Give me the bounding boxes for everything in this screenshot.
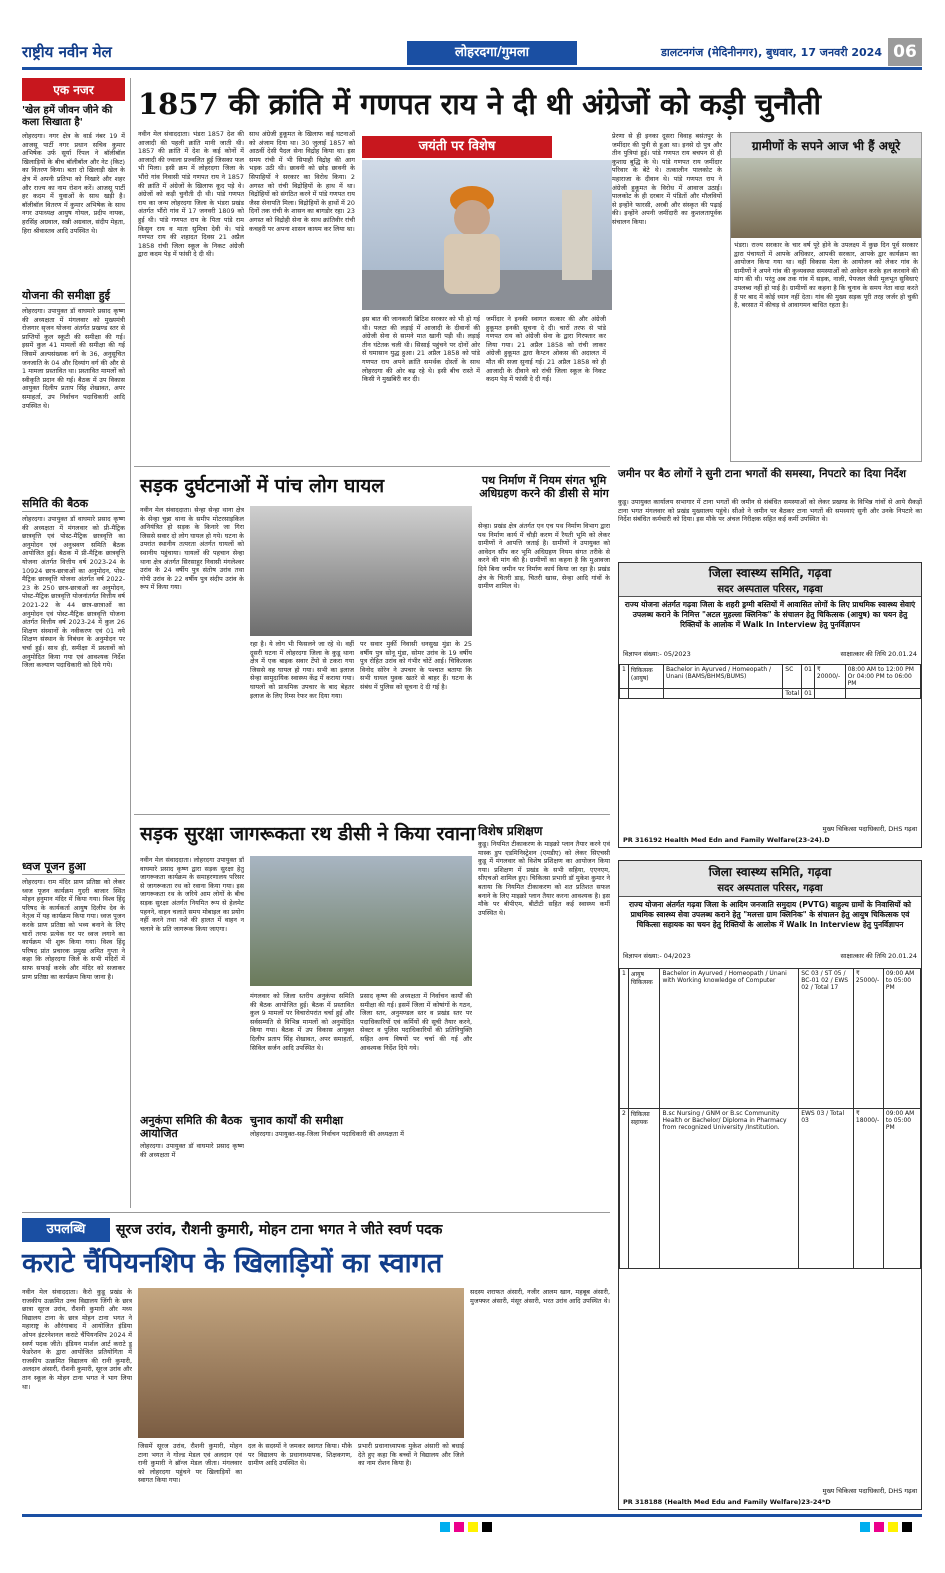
cell: 1 <box>620 665 629 689</box>
brief-body: लोहरदगा। राम मंदिर प्राण प्रतिष्ठा को लेकर ध्वज पूजन कार्यक्रम गुदरी बाजार स्थित मोहन हनुमान मंदिर में किया गया। विश्व हिंदू परिषद के कार्यकर्ता आयुष दिलीप देव के नेतृत्व में यह कार्यक्रम किया गया। ध्वज पूजन करके प्राण प्रतिष्ठा को भव्य बनाने के लिए चारों तरफ प्रत्येक घर पर ध्वज लगाने का कार्यक्रम भी शुरू किया गया। विश्व हिंदू परिषद प्रांत प्रचारक प्रमुख अमित गुप्ता ने कहा कि लोहरदगा जिले के सभी मंदिरों में साफ सफाई करके और मंदिर को सजाकर प्राण प्रतिष्ठा का कार्यक्रम किया जाना है। <box>22 878 125 981</box>
village-photo <box>731 158 921 238</box>
ad-number: विज्ञापन संख्या:- 05/2023 <box>623 650 691 658</box>
masthead <box>22 38 922 70</box>
column-divider <box>130 78 131 1208</box>
cell: ₹ 25000/- <box>853 969 883 1109</box>
cell: ₹ 20000/- <box>814 665 845 689</box>
cell: SC 03 / ST 05 / BC-01 02 / EWS 02 / Total 17 <box>799 969 854 1109</box>
ad-date: साक्षात्कार की तिथि 20.01.24 <box>840 952 917 960</box>
ad-number: विज्ञापन संख्या:- 04/2023 <box>623 952 691 960</box>
cell <box>664 689 783 699</box>
safety-column-3: प्रसाद कृष्ण की अध्यक्षता में निर्वाचन कार्यों की समीक्षा की गई। इसमें जिला में कोषांगों के गठन, जिला स्तर, अनुमण्डल स्तर व प्रखंड स्तर पर पदाधिकारियों एवं कर्मियों की सूची तैयार करने, सेक्टर व पुलिस पदाधिकारियों की प्रतिनियुक्ति सहित अन्य विषयों पर चर्चा की गई और आवश्यक निर्देश दिये गये। <box>360 992 472 1052</box>
ad-sign: मुख्य चिकित्सा पदाधिकारी, DHS गढ़वा <box>822 1487 917 1495</box>
print-color-strip <box>440 1522 492 1532</box>
brief-headline: 'खेल हमें जीवन जीने की कला सिखाता है' <box>22 105 113 128</box>
statue-photo <box>362 160 612 310</box>
ad-title: राज्य योजना अंतर्गत गढ़वा जिला के शहरी ड्रग्मी बस्तियों में आवासित लोगों के लिए प्राथमिक स्वास्थ्य सेवाएं उपलब्ध कराने के निमित्त "अटल मुहल्ला क्लिनिक" के संचालन हेतु चिकित्सक (आयुष) का चयन हेतु रिक्तियों के आलोक में Walk In Interview हेतु पुनर्विज्ञापन <box>624 600 916 629</box>
brief-body: लोहरदगा। नगर क्षेत्र के वार्ड नंबर 19 में आजसू पार्टी नगर प्रधान सचिव कुमार अभिषेक उर्फ सूर्या रिंपल ने बॉलीबॉल खिलाड़ियों के बीच बॉलीबॉल और नेट (किट) का वितरण किया। बता दो खिलाड़ी खेल के क्षेत्र में अपनी प्रतिभा को निखारे और शहर और राज्य का नाम रोशन करें। आजसू पार्टी हर कदम में युवाओं के साथ खड़ी है। बॉलीबॉल वितरण में कुमार अभिषेक के साथ नगर उपाध्यक्ष आयुष गोयल, प्रदीप नायक, हरसिंह अग्रवाल, सन्नी अग्रवाल, संदीप मेहता, हिरा श्रीवास्तव आदि उपस्थित थे। <box>22 132 125 235</box>
horizontal-divider <box>134 814 610 815</box>
ad-footer: PR 318188 (Health Med Edu and Family Welfare)23-24*D <box>623 1498 831 1506</box>
cell <box>814 689 845 699</box>
statue-image <box>362 160 612 310</box>
print-color-strip <box>860 1522 912 1532</box>
ad-row <box>620 689 921 699</box>
ad-title: राज्य योजना अंतर्गत गढ़वा जिला के आदिम जनजाति समुदाय (PVTG) बाहुल्य ग्रामों के निवासियों को प्राथमिक स्वास्थ्य सेवा उपलब्ध कराने हेतु "मलत्ता ग्राम क्लिनिक" के संचालन हेतु आयुष चिकित्सक एवं चिकित्सा सहायक का चयन हेतु रिक्तियों के आलोक में Walk In Interview हेतु पुनर्विज्ञापन <box>629 900 911 929</box>
ek-nazar-column <box>22 78 125 1208</box>
cell: EWS 03 / Total 03 <box>799 1109 854 1269</box>
brief-headline: योजना की समीक्षा हुई <box>22 288 125 304</box>
cell: Bachelor in Ayurved / Homeopath / Unani with Working knowledge of Computer <box>660 969 799 1109</box>
brief-headline: ध्वज पूजन हुआ <box>22 859 125 875</box>
section-title: लोहरदगा/गुमला <box>407 41 577 65</box>
ad-row <box>620 1109 921 1269</box>
newspaper-logo: राष्ट्रीय नवीन मेल <box>22 43 112 61</box>
dateline: डालटनगंज (मेदिनीनगर), बुधवार, 17 जनवरी 2024 <box>661 46 882 59</box>
karate-column-5: सदस्य शराफत अंसारी, नजीर आलम खान, महबूब अंसारी, मुजफ्फर अंसारी, मंसूर अंसारी, भरत उरांव आदि उपस्थित थे। <box>470 1288 610 1305</box>
training-headline: विशेष प्रशिक्षण <box>478 824 543 838</box>
chunav-headline: चुनाव कार्यों की समीक्षा <box>250 1114 343 1127</box>
karate-kicker-row <box>22 1218 610 1244</box>
karate-headline: कराटे चैंपियनशिप के खिलाड़ियों का स्वागत <box>22 1248 443 1279</box>
brief-body: लोहरदगा। उपायुक्त डॉ वाघमारे प्रसाद कृष्ण की अध्यक्षता में मंगलवार को प्री-मैट्रिक छात्रवृत्ति एवं पोस्ट-मैट्रिक छात्रवृत्ति का अनुमोदन एवं अनुश्रवण समिति बैठक आयोजित हुई। बैठक में प्री-मैट्रिक छात्रवृत्ति योजना अंतर्गत वित्तीय वर्ष 2023-24 के 10924 छात्र-छात्राओं का अनुमोदन, पोस्ट मैट्रिक छात्रवृत्ति योजना अंतर्गत वर्ष 2022-23 के 250 छात्र-छात्राओं का अनुमोदन, पोस्ट-मैट्रिक छात्रवृत्ति योजनांतर्गत वित्तीय वर्ष 2021-22 के 44 छात्र-छात्राओं का अनुमोदन एवं पोस्ट-मैट्रिक छात्रवृत्ति योजना अंतर्गत वित्तीय वर्ष 2023-24 में कुल 26 शिक्षण संस्थानों के नवीकरण एवं 01 नये शिक्षण संस्थान के निबंधन के अनुमोदन पर चर्चा हुई। साथ ही, समीक्षा में प्रस्तावों को अनुमोदित किया गया एवं आवश्यक निर्देश जिला कल्याण पदाधिकारी को दिये गये। <box>22 515 125 670</box>
ad-row <box>620 969 921 1109</box>
karate-kicker: सूरज उरांव, रौशनी कुमारी, मोहन टाना भगत ने जीते स्वर्ण पदक <box>116 1222 443 1238</box>
karate-players-photo <box>138 1288 464 1438</box>
brief-body: लोहरदगा। उपायुक्त डॉ वाघमारे प्रसाद कृष्ण की अध्यक्षता में मंगलवार को मुख्यमंत्री रोजगार सृजन योजना अंतर्गत प्रखण्ड स्तर से प्राप्तियों कुल स्कूटी की समीक्षा की गई। इसमें कुल 41 मामलों की समीक्षा की गई जिसमें अल्पसंख्यक वर्ग के 36, अनुसूचित जनजाति के 04 और दिव्यांग वर्ग की और से 1 मामला प्रस्तावित था। प्रस्तावित मामलों को स्वीकृति प्रदान की गई। बैठक में उप विकास आयुक्त दिलीप प्रताप सिंह शेखावत, अपर समाहर्ता, उप निर्वाचन पदाधिकारी आदि उपस्थित थे। <box>22 307 125 410</box>
safety-headline: सड़क सुरक्षा जागरूकता रथ डीसी ने किया रवाना <box>140 823 476 845</box>
cell: 01 <box>802 689 815 699</box>
village-headline: ग्रामीणों के सपने आज भी हैं अधूरे <box>731 133 921 158</box>
ad-atal-mohalla-clinic <box>618 562 922 848</box>
safety-column-1: नवीन मेल संवाददाता। लोहरदगा उपायुक्त डॉ वाघमारे प्रसाद कृष्ण द्वारा सड़क सुरक्षा हेतु जागरूकता कार्यक्रम के समाहरणालय परिसर से जागरूकता रथ को रवाना किया गया। इस जागरूकता रथ के जरिये आम लोगों के बीच सड़क सुरक्षा अंतर्गत नियमित रूप से हेलमेट पहनने, वाहन चलाते समय मोबाइल का प्रयोग नहीं करने तथा नशे की हालत में वाहन न चलाने के प्रति जागरूक किया जाएगा। <box>140 856 244 933</box>
cell: चिकित्सक (आयुष) <box>628 665 663 689</box>
ad-org-sub: सदर अस्पताल परिसर, गढ़वा <box>717 883 823 894</box>
karate-column-3: दल के सदस्यों ने जमकर स्वागत किया। मौके पर विद्यालय के प्रधानाध्यापक, शिक्षकगण, ग्रामीण आदि उपस्थित थे। <box>248 1442 352 1468</box>
cell: ₹ 18000/- <box>853 1109 883 1269</box>
jayanti-label: जयंती पर विशेष <box>362 136 552 158</box>
cell: 01 <box>802 665 815 689</box>
cell: Total <box>783 689 802 699</box>
lead-headline: 1857 की क्रांति में गणपत राय ने दी थी अंग्रेजों को कड़ी चुनौती <box>138 87 822 121</box>
cell: आयुष चिकित्सक <box>628 969 660 1109</box>
safety-column-2: मंगलवार को जिला स्तरीय अनुकंपा समिति की बैठक आयोजित हुई। बैठक में प्रस्तावित कुल 9 मामलों पर विचारोपरांत चर्चा हुई और सर्वसम्मति से विभिन्न मामलों को अनुमोदित किया गया। बैठक में उप विकास आयुक्त दिलीप प्रताप सिंह शेखावत, अपर समाहर्ता, सिविल सर्जन आदि उपस्थित थे। <box>250 992 354 1052</box>
ad-org: जिला स्वास्थ्य समिति, गढ़वा <box>708 865 832 879</box>
cell: 2 <box>620 1109 629 1269</box>
accident-headline: सड़क दुर्घटनाओं में पांच लोग घायल <box>140 475 385 497</box>
cell: 1 <box>620 969 629 1109</box>
page-number: 06 <box>888 38 922 66</box>
cell <box>845 689 920 699</box>
cell: Bachelor in Ayurved / Homeopath / Unani (BAMS/BHMS/BUMS) <box>664 665 783 689</box>
ad-row <box>620 665 921 689</box>
chunav-body: लोहरदगा। उपायुक्त-सह-जिला निर्वाचन पदाधिकारी की अध्यक्षता में <box>250 1130 404 1138</box>
karate-column-2: जिसमें सूरज उरांव, रौशनी कुमारी, मोहन टाना भगत ने गोल्ड मेडल एवं अलदान एवं रानी कुमारी ने ब्रॉन्ज मेडल जीता। मंगलवार को लोहरदगा पहुंचने पर खिलाड़ियों का स्वागत किया गया। <box>138 1442 242 1485</box>
village-story-box <box>730 132 922 462</box>
anukampa-headline: अनुकंपा समिति की बैठक आयोजित <box>140 1114 242 1140</box>
ad-table <box>619 968 921 1269</box>
accident-column-1: नवीन मेल संवाददाता। सेन्हा सेन्हा थाना क्षेत्र के सेन्हा चुन्ना थाना के समीप मोटरसाइकिल अनियंत्रित हो सड़क के किनारे जा गिरा जिससे सवार दो लोग घायल हो गये। घटना के उपरांत स्थानीय तत्परता अंतर्गत घायलों को स्थानीय पहुंचाया। घायलों की पहचान सेन्हा थाना क्षेत्र अंतर्गत सिरसाहुर निवासी मंगलेश्वर उरांव के 24 वर्षीय पुत्र संतोष उरांव तथा गोपी उरांव के 22 वर्षीय पुत्र संदीप उरांव के रूप में किया गया। <box>140 506 244 592</box>
safety-rath-photo <box>250 856 472 986</box>
lead-column-4: जमींदार ने इनकी स्वागत सत्कार की और अंग्रेजी हुकूमत इनकी सूचना दे दी। चारों तरफ से पांडे गणपत राय को अंग्रेजी सेना के द्वारा गिरफ्तार कर लिया गया। 21 अप्रैल 1858 को रांची लाकर अंग्रेजी हुकूमत द्वारा कैप्टन ओकस की अदालत में मौत की सजा सुनाई गई। 21 अप्रैल 1858 को ही आजादी के दीवाने को रांची जिला स्कूल के निकट कदम पेड़ में फांसी दे दी गई। <box>486 315 606 384</box>
lead-column-3: इस बात की जानकारी ब्रिटिश सरकार को भी हो गई थी। पलटा की लड़ाई में आजादी के दीवानों की अंग्रेजी सेना से सामने मात खानी पड़ी थी। लड़ाई तीन घंटेतक चली थी। सिसाई पहुंचने पर दोनों ओर से घमासान युद्ध हुआ। 21 अप्रैल 1858 को पांडे गणपत राय अपने क्रांति समर्थक दोस्तों के साथ लोहरदगा की ओर बढ़ रहे थे। इसी बीच रास्ते में किसी ने मुखबिरी कर दी। <box>362 315 480 384</box>
brief-headline: समिति की बैठक <box>22 496 125 512</box>
karate-column-1: नवीन मेल संवाददाता। कैरो कुडू प्रखंड के राजकीय उत्क्रमित उच्च विद्यालय जिंगी के छात्र छात्रा सूरज उरांव, रौशनी कुमारी और मध्य विद्यालय टाना के छात्र मोहन टाना भगत ने महाराष्ट्र के औरंगाबाद में आयोजित इंडिया ओपन इंटरनेशनल कराटे चैंपियनशिप 2024 में स्वर्ण पदक जीते। इंडियन मार्शल आर्ट कराटे डू फेडरेशन के द्वारा आयोजित प्रतियोगिता में राजकीय उत्क्रमित विद्यालय की रानी कुमारी, अलदान अंसारी, रौशनी कुमारी, सूरज उरांव और तान स्कूल के मोहन टाना भगत ने भाग लिया था। <box>22 1288 132 1391</box>
ad-malatta-gram-clinic <box>618 860 922 1510</box>
ad-table <box>619 664 921 699</box>
land-headline: पथ निर्माण में नियम संगत भूमि अधिग्रहण करने की डीसी से मांग <box>479 474 609 500</box>
land-body: सेन्हा। प्रखंड क्षेत्र अंतर्गत एन एच पथ निर्माण विभाग द्वारा पथ निर्माण कार्य में चौड़ी करण में रैयती भूमि को लेकर ग्रामीणों ने आपत्ति जताई है। ग्रामीणों ने उपायुक्त को आवेदन सौंप कर भूमि अधिग्रहण नियम संगत तरीके से करने की मांग की है। ग्रामीणों का कहना है कि मुआवजा दिये बिना जमीन पर निर्माण कार्य किया जा रहा है। प्रखंड क्षेत्र के चितरी डाड़, चितरी खास, सेन्हा आदि गांवों के ग्रामीण शामिल थे। <box>478 522 610 591</box>
tana-bhagat-headline: जमीन पर बैठ लोगों ने सुनी टाना भगतों की समस्या, निपटारे का दिया निर्देश <box>618 468 907 480</box>
cell: 09:00 AM to 05:00 PM <box>883 969 920 1109</box>
cell: B.sc Nursing / GNM or B.sc Community Health or Bachelor/ Diploma in Pharmacy from recognized University /Institution. <box>660 1109 799 1269</box>
upalabdhi-tag: उपलब्धि <box>22 1218 110 1242</box>
ek-nazar-tag: एक नजर <box>22 78 125 101</box>
accident-column-2: रहा है। ये लोग भी फिसलने जा रहे थे। वहीं दूसरी घटना में लोहरदगा जिला के कुडू थाना क्षेत्र में एक बाइक सवार टेंपो से टकरा गया जिससे वह घायल हो गया। सभी का इलाज सेन्हा सामुदायिक स्वास्थ्य केंद्र में कराया गया। घायलों को प्राथमिक उपचार के बाद बेहतर इलाज के लिए रिम्स रेफर कर दिया गया। <box>250 640 354 700</box>
lead-column-2: साथ अंग्रेजी हुकूमत के खिलाफ कई घटनाओं को अंजाम दिया था। 30 जुलाई 1857 को आठवीं देसी पैदल सेना विद्रोह किया था। इस समय रांची में भी सिपाही विद्रोह की आग भड़क उठी थी। छावनी को छोड़ छावनी के सिपाहियों ने सरकार का विरोध किया। 2 अगस्त को रांची विद्रोहियों के हाथ में था। विद्रोहियों को संगठित करने में पांडे गणपत राय जैसा सेनापति मिला। विद्रोहियों के हाथों में 20 दिनों तक रांची के शासन का बागडोर रहा। 23 अगस्त को विद्रोही सेना के साथ क्रांतिवीर रांची कचहरी पर अपना शासन कायम कर लिया था। <box>249 130 355 233</box>
ad-org: जिला स्वास्थ्य समिति, गढ़वा <box>708 566 832 580</box>
cell: 09:00 AM to 05:00 PM <box>883 1109 920 1269</box>
anukampa-body: लोहरदगा। उपायुक्त डॉ वाघमारे प्रसाद कृष्ण की अध्यक्षता में <box>140 1142 244 1159</box>
cell: 08:00 AM to 12:00 PM Or 04:00 PM to 06:00 PM <box>845 665 920 689</box>
ad-date: साक्षात्कार की तिथि 20.01.24 <box>840 650 917 658</box>
ad-sign: मुख्य चिकित्सा पदाधिकारी, DHS गढ़वा <box>822 825 917 833</box>
accident-photo <box>250 506 472 636</box>
ad-footer: PR 316192 Health Med Edn and Family Welfare(23-24).D <box>623 836 830 844</box>
cell <box>620 689 629 699</box>
tana-bhagat-body: कुडू। उपायुक्त कार्यालय सभागार में टाना भगतों की जमीन से संबंधित समस्याओं को लेकर प्रखण्ड के विभिन्न गांवों से आये सैकड़ों टाना भगत मंगलवार को प्रखंड मुख्यालय पहुंचे। सीओ ने जमीन पर बैठकर टाना भगतों की समस्याएं सुनी और उनके निपटारे का निर्देश संबंधित कर्मचारी को दिया। इस मौके पर अंचल निरीक्षक सहित कई कर्मी उपस्थित थे। <box>618 498 922 524</box>
accident-column-3: पर सवार मुर्की निवासी धनसुख मुंडा के 25 वर्षीय पुत्र सोनू मुंडा, सोमर उरांव के 19 वर्षीय पुत्र रोहित उरांव को गंभीर चोटें आई। चिकित्सक विनोद सोरेन ने उपचार के पश्चात बताया कि सभी घायल युवक खतरे से बाहर हैं। घटना के संबंध में पुलिस को सूचना दे दी गई है। <box>360 640 472 691</box>
lead-column-5: प्रेरणा से ही इनका दूसरा विवाह बसंतपुर के जमींदार की पुत्री से हुआ था। इनसे दो पुत्र और तीन पुत्रियां हुई। पांडे गणपत राय बचपन से ही कुशाग्र बुद्धि के थे। पांडे गणपत राय जमींदार परिवार के बेटे थे। तत्कालीन पालकोट के महाराजा के दीवान थे। पांडे गणपत राय ने अंग्रेजी हुकूमत के विरोध में आवाज उठाई। पालकोट के ही दरबार में पंडितों और मौलवियों से इन्होंने फारसी, अरबी और संस्कृत की पढ़ाई की। इन्होंने अपनी जमींदारी का कुशलतापूर्वक संचालन किया। <box>612 132 722 226</box>
footer-rule <box>22 1514 922 1517</box>
karate-column-4: प्रभारी प्रधानाध्यापक मुकेश अंसारी को बधाई देते हुए कहा कि बच्चों ने विद्यालय और जिले का नाम रोशन किया है। <box>358 1442 464 1468</box>
horizontal-divider <box>22 1212 610 1213</box>
cell: चिकित्सा सहायक <box>628 1109 660 1269</box>
horizontal-divider <box>134 466 610 467</box>
ad-org-sub: सदर अस्पताल परिसर, गढ़वा <box>717 584 823 595</box>
cell <box>628 689 663 699</box>
village-body: भंडरा। राज्य सरकार के चार वर्ष पूरे होने के उपलक्ष्य में कुछ दिन पूर्व सरकार द्वारा पंचायतों में आपके अधिकार, आपकी सरकार, आपके द्वार कार्यक्रम का आयोजन किया गया था। वहीं विकास मेला के आयोजन को लेकर गांव के ग्रामीणों ने अपने गांव की कुव्यवस्था समस्याओं को आवेदन करके हल करवाने की मांग की थी। परंतु अब तक गांव में सड़क, नाली, पेयजल जैसी मूलभूत सुविधाएं उपलब्ध नहीं हो पाई है। ग्रामीणों का कहना है कि चुनाव के समय नेता वादा करते हैं पर बाद में कोई ध्यान नहीं देता। गांव की मुख्य सड़क पूरी तरह जर्जर हो चुकी है, बरसात में कीचड़ से आवागमन बाधित रहता है। <box>734 241 918 310</box>
lead-column-1: नवीन मेल संवाददाता। भंडरा 1857 देश की आजादी की पहली क्रांति मानी जाती थी। 1857 की क्रांति में देश के कई कोनों में आजादी की ज्वाला प्रज्वलित हुई जिसका फल भी मिला। इसी क्रम में लोहरदगा जिला के भौंरो गांव निवासी पांडे गणपत राय ने 1857 की क्रांति में अंग्रेजों के खिलाफ कूद पड़े थे। अंग्रेजों को कड़ी चुनौती दी थी। पांडे गणपत राय का जन्म लोहरदगा जिला के भंडरा प्रखंड अंतर्गत भौंरो गांव में 17 जनवरी 1809 को हुई थी। पांडे गणपत राय के पिता पांडे राम किसुन राय व माता सुमित्रा देवी थे। पांडे गणपत राय की शहादत दिवस 21 अप्रैल 1858 रांची जिला स्कूल के निकट अंग्रेजी द्वारा कदम पेड़ में फांसी दे दी थी। <box>138 130 244 259</box>
cell: SC <box>783 665 802 689</box>
training-body: कुडू। नियमित टीकाकरण के माइक्रो प्लान तैयार करने एवं मास्क डुप एडमिनिस्ट्रेशन (एमडीए) को लेकर सिएचसी कुडू में मंगलवार को विशेष प्रशिक्षण का आयोजन किया गया। प्रशिक्षण में प्रखंड के सभी सहिया, एएनएम, सीएचओ शामिल हुए। चिकित्सा प्रभारी डॉ मुकेश कुमार ने बताया कि नियमित टीकाकरण को शत प्रतिशत सफल बनाने के लिए माइक्रो प्लान तैयार करना आवश्यक है। इस मौके पर बीपीएम, बीटीटी सहित कई स्वास्थ्य कर्मी उपस्थित थे। <box>478 840 610 917</box>
